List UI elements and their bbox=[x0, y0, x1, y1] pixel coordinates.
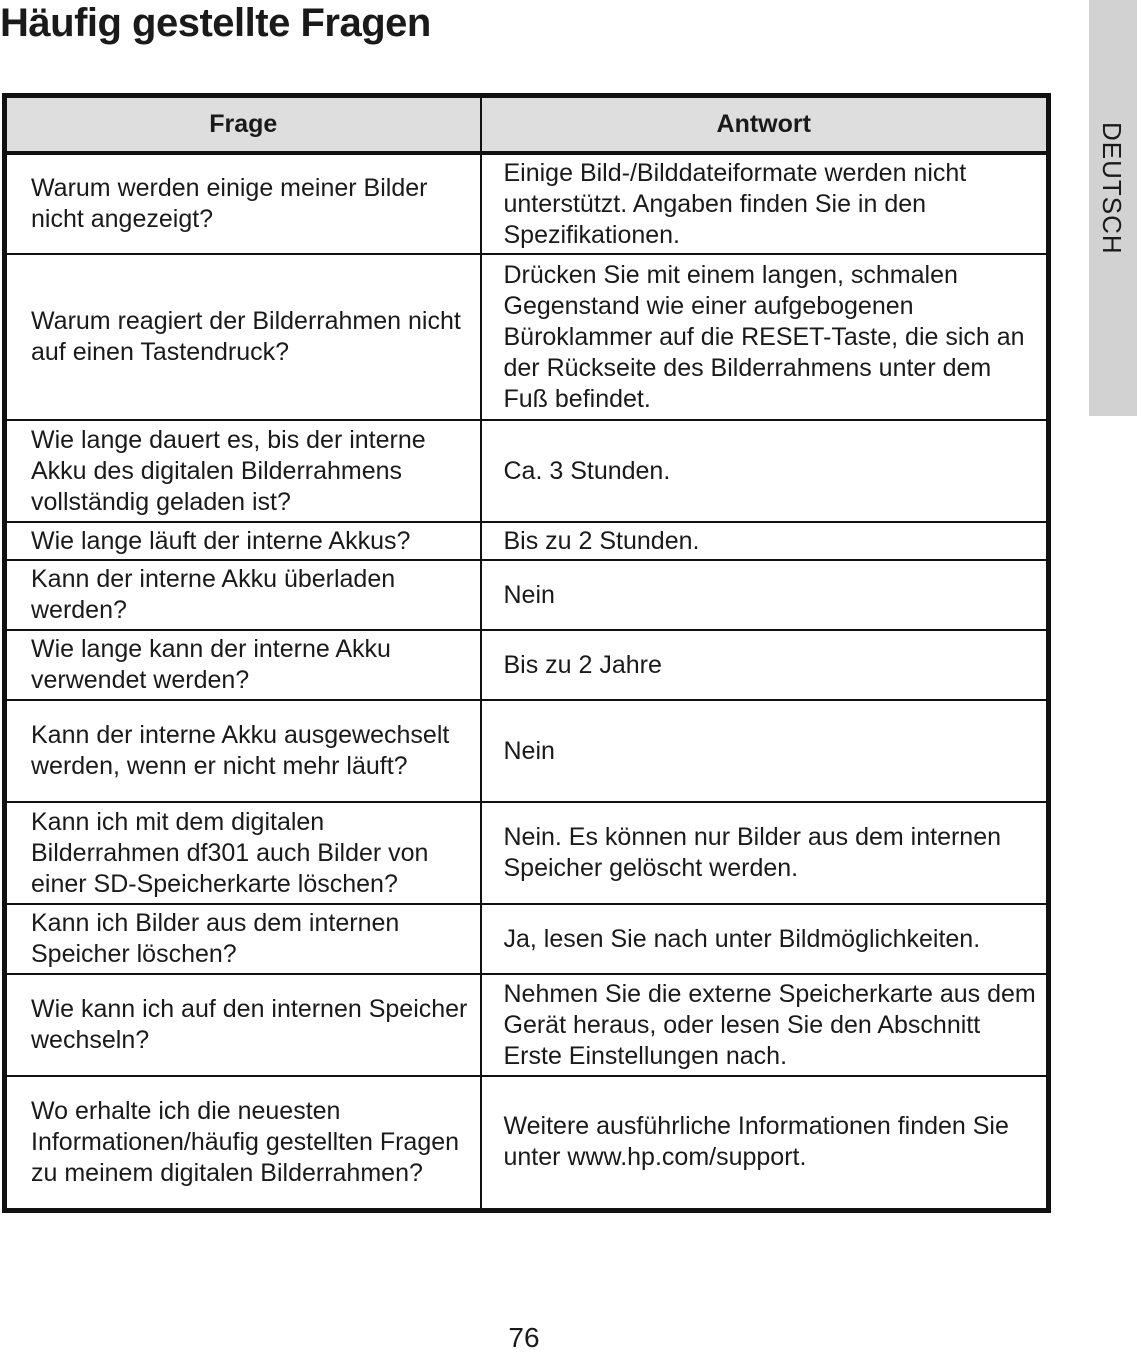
page-number: 76 bbox=[508, 1322, 540, 1353]
table-row bbox=[5, 802, 1049, 904]
column-header-answer: Antwort bbox=[481, 96, 1049, 154]
question-cell: Warum reagiert der Bilderrahmen nicht auf einen Tastendruck? bbox=[5, 254, 481, 420]
answer-cell: Weitere ausführliche Informationen finden Sie unter www.hp.com/support. bbox=[481, 1076, 1049, 1210]
table-row bbox=[5, 560, 1049, 630]
table-row bbox=[5, 1076, 1049, 1210]
question-cell: Kann der interne Akku ausgewechselt werden, wenn er nicht mehr läuft? bbox=[5, 700, 481, 802]
question-cell: Warum werden einige meiner Bilder nicht angezeigt? bbox=[5, 153, 481, 254]
question-cell: Kann ich Bilder aus dem internen Speicher löschen? bbox=[5, 904, 481, 974]
answer-cell: Ja, lesen Sie nach unter Bildmöglichkeiten. bbox=[481, 904, 1049, 974]
page-title: Häufig gestellte Fragen bbox=[0, 1, 431, 45]
question-cell: Wie kann ich auf den internen Speicher wechseln? bbox=[5, 974, 481, 1076]
table-row bbox=[5, 522, 1049, 560]
column-header-question: Frage bbox=[5, 96, 481, 154]
table-row bbox=[5, 904, 1049, 974]
answer-cell: Drücken Sie mit einem langen, schmalen Gegenstand wie einer aufgebogenen Büroklammer auf die RESET-Taste, die sich an der Rückseite des Bilderrahmens unter dem Fuß befindet. bbox=[481, 254, 1049, 420]
answer-cell: Nein. Es können nur Bilder aus dem internen Speicher gelöscht werden. bbox=[481, 802, 1049, 904]
table-row bbox=[5, 153, 1049, 254]
table-row bbox=[5, 254, 1049, 420]
question-cell: Wo erhalte ich die neuesten Informationen/häufig gestellten Fragen zu meinem digitalen Bilderrahmen? bbox=[5, 1076, 481, 1210]
table-header-row bbox=[5, 96, 1049, 154]
answer-cell: Bis zu 2 Jahre bbox=[481, 630, 1049, 700]
table-row bbox=[5, 420, 1049, 522]
answer-cell: Ca. 3 Stunden. bbox=[481, 420, 1049, 522]
question-cell: Wie lange läuft der interne Akkus? bbox=[5, 522, 481, 560]
answer-cell: Bis zu 2 Stunden. bbox=[481, 522, 1049, 560]
question-cell: Kann ich mit dem digitalen Bilderrahmen df301 auch Bilder von einer SD-Speicherkarte löschen? bbox=[5, 802, 481, 904]
question-cell: Kann der interne Akku überladen werden? bbox=[5, 560, 481, 630]
answer-cell: Nein bbox=[481, 700, 1049, 802]
language-side-tab-label: DEUTSCH bbox=[1097, 122, 1127, 255]
answer-cell: Einige Bild-/Bilddateiformate werden nicht unterstützt. Angaben finden Sie in den Spezifikationen. bbox=[481, 153, 1049, 254]
question-cell: Wie lange dauert es, bis der interne Akku des digitalen Bilderrahmens vollständig geladen ist? bbox=[5, 420, 481, 522]
table-row bbox=[5, 700, 1049, 802]
answer-cell: Nein bbox=[481, 560, 1049, 630]
faq-table bbox=[2, 93, 1051, 1213]
question-cell: Wie lange kann der interne Akku verwendet werden? bbox=[5, 630, 481, 700]
answer-cell: Nehmen Sie die externe Speicherkarte aus dem Gerät heraus, oder lesen Sie den Abschnitt Erste Einstellungen nach. bbox=[481, 974, 1049, 1076]
table-row bbox=[5, 630, 1049, 700]
table-row bbox=[5, 974, 1049, 1076]
